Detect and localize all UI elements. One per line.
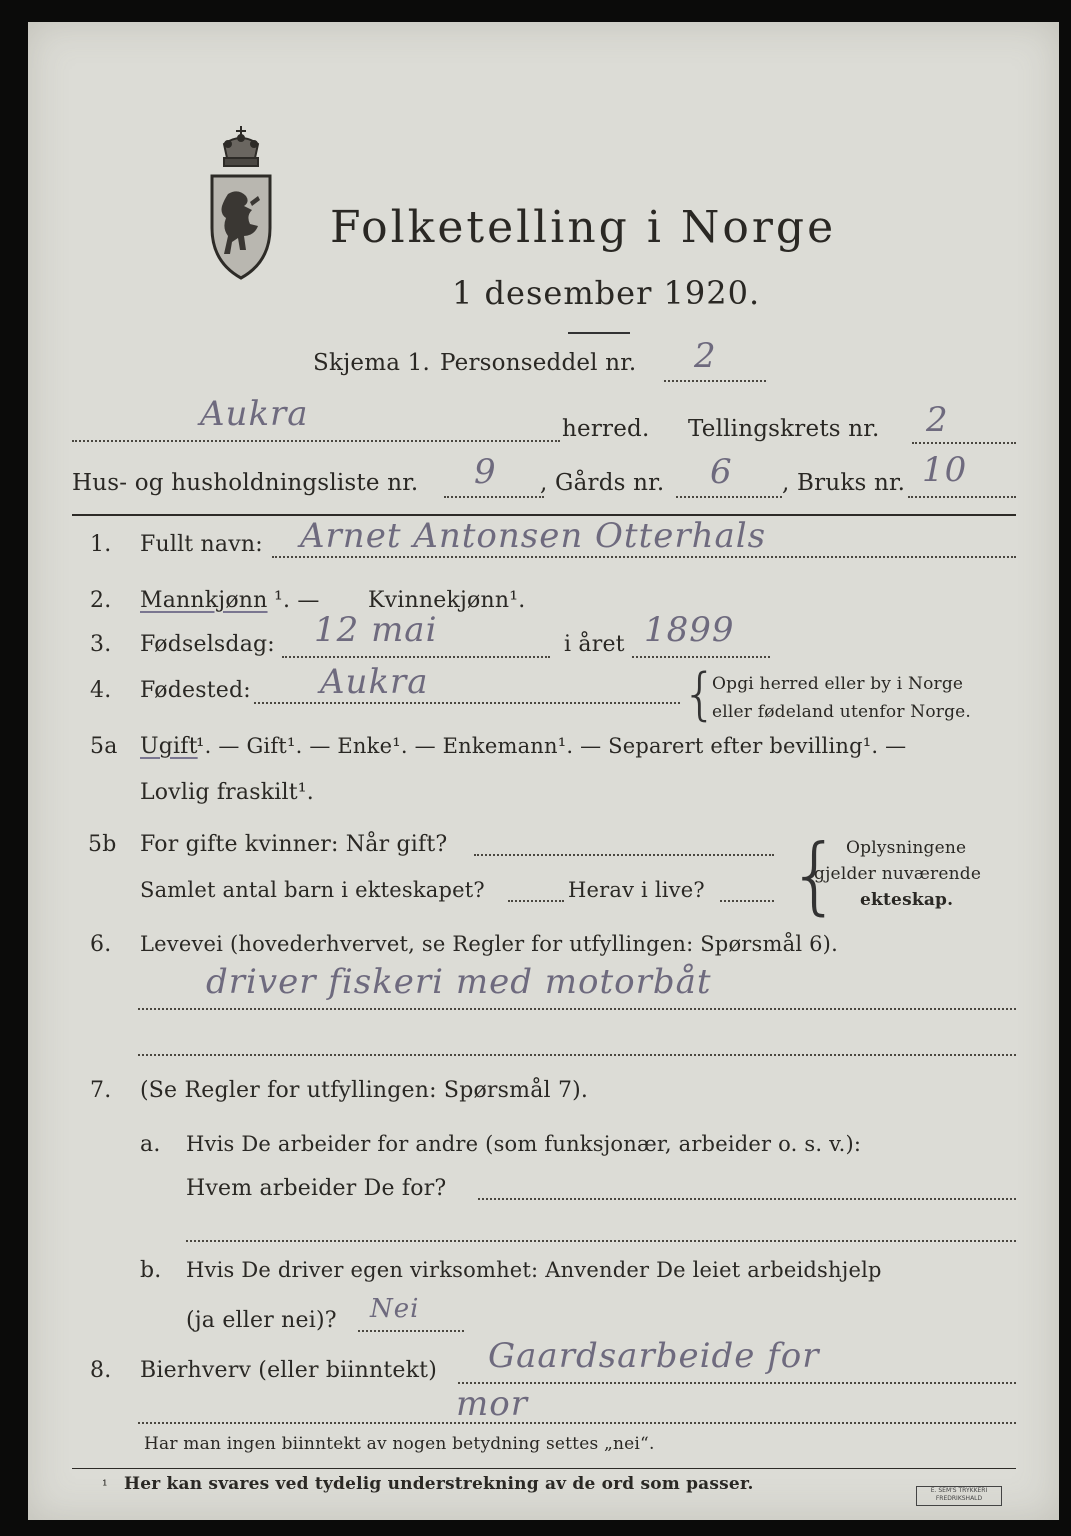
personseddel-field-line: [664, 380, 766, 382]
q4-field-line: [254, 702, 680, 704]
q6-label: Levevei (hovederhvervet, se Regler for utfyllingen: Spørsmål 6).: [140, 932, 838, 956]
bruks-value[interactable]: 10: [922, 450, 968, 490]
q7b-letter: b.: [140, 1258, 162, 1283]
q2-male-option[interactable]: Mannkjønn: [140, 588, 268, 613]
q1-full-name[interactable]: Arnet Antonsen Otterhals: [300, 516, 767, 556]
q4-birthplace[interactable]: Aukra: [320, 662, 429, 702]
q7a-letter: a.: [140, 1132, 161, 1157]
biinntekt-note: Har man ingen biinntekt av nogen betydning settes „nei“.: [144, 1434, 655, 1454]
q6-field-line-2: [138, 1054, 1016, 1056]
q2-number: 2.: [90, 588, 112, 613]
q8-answer-line2[interactable]: mor: [456, 1384, 528, 1424]
gards-field-line: [676, 496, 782, 498]
q5b-note-line1: Oplysningene: [846, 838, 967, 858]
q2-separator: ¹. —: [274, 588, 320, 613]
census-form-sheet: [28, 22, 1059, 1520]
personseddel-value[interactable]: 2: [694, 336, 717, 376]
q4-note-line1: Opgi herred eller by i Norge: [712, 674, 964, 694]
hus-field-line: [444, 496, 544, 498]
hus-label: Hus- og husholdningsliste nr.: [72, 470, 419, 496]
q7b-line1: Hvis De driver egen virksomhet: Anvender De leiet arbeidshjelp: [186, 1258, 882, 1282]
gards-value[interactable]: 6: [710, 452, 733, 492]
q5b-brace: {: [788, 826, 842, 924]
q2-female-option[interactable]: Kvinnekjønn¹.: [368, 588, 526, 613]
census-date: 1 desember 1920.: [452, 274, 761, 312]
q3-year-field-line: [632, 656, 770, 658]
q7-number: 7.: [90, 1078, 112, 1103]
herred-label: herred.: [562, 416, 650, 442]
bruks-label: , Bruks nr.: [782, 470, 906, 496]
q4-brace: {: [682, 662, 718, 727]
q3-label: Fødselsdag:: [140, 632, 275, 657]
q1-label: Fullt navn:: [140, 532, 263, 557]
q6-field-line-1: [138, 1008, 1016, 1010]
q1-number: 1.: [90, 532, 112, 557]
q5a-options: ¹. — Gift¹. — Enke¹. — Enkemann¹. — Separert efter bevilling¹. —: [196, 734, 907, 758]
q7b-field-line: [358, 1330, 464, 1332]
coat-of-arms-icon: [198, 122, 284, 282]
q8-field-line-2: [138, 1422, 1016, 1424]
q8-answer-line1[interactable]: Gaardsarbeide for: [488, 1336, 820, 1376]
q1-field-line: [272, 556, 1016, 558]
personseddel-label: Personseddel nr.: [440, 350, 637, 376]
q7a-line1: Hvis De arbeider for andre (som funksjonær, arbeider o. s. v.):: [186, 1132, 862, 1156]
q7-label: (Se Regler for utfyllingen: Spørsmål 7).: [140, 1078, 589, 1103]
tellingskrets-field-line: [912, 442, 1016, 444]
q3-birth-day[interactable]: 12 mai: [314, 610, 438, 650]
q5a-line2: Lovlig fraskilt¹.: [140, 780, 314, 805]
q5b-married-field-line: [474, 854, 774, 856]
q8-field-line-1: [458, 1382, 1016, 1384]
tellingskrets-value[interactable]: 2: [926, 400, 949, 440]
q5a-number: 5a: [90, 734, 118, 759]
hus-value[interactable]: 9: [474, 452, 497, 492]
q5b-alive-label: Herav i live?: [568, 878, 705, 902]
q5b-alive-field-line: [720, 900, 774, 902]
q3-year-label: i året: [564, 632, 625, 657]
printer-stamp: E. SEM'S TRYKKERI FREDRIKSHALD: [916, 1486, 1002, 1506]
q3-birth-year[interactable]: 1899: [644, 610, 735, 650]
form-title: Folketelling i Norge: [330, 202, 837, 253]
title-divider: [568, 332, 630, 334]
q4-note-line2: eller fødeland utenfor Norge.: [712, 702, 972, 722]
q4-label: Fødested:: [140, 678, 251, 703]
herred-field-line: [72, 440, 560, 442]
q5b-children-field-line: [508, 900, 564, 902]
q7b-answer[interactable]: Nei: [370, 1294, 420, 1324]
q7a-field-line-1: [478, 1198, 1016, 1200]
q6-number: 6.: [90, 932, 112, 957]
q5a-ugift-option[interactable]: Ugift: [140, 734, 198, 759]
gards-label: , Gårds nr.: [540, 470, 665, 496]
herred-value[interactable]: Aukra: [200, 394, 309, 434]
q5b-note-line3: ekteskap.: [860, 890, 954, 910]
q5b-children-label: Samlet antal barn i ekteskapet?: [140, 878, 485, 902]
q4-number: 4.: [90, 678, 112, 703]
q7b-line2: (ja eller nei)?: [186, 1308, 337, 1333]
q5b-line1: For gifte kvinner: Når gift?: [140, 832, 448, 857]
q3-number: 3.: [90, 632, 112, 657]
q5b-number: 5b: [88, 832, 117, 857]
tellingskrets-label: Tellingskrets nr.: [688, 416, 880, 442]
q3-day-field-line: [282, 656, 550, 658]
bruks-field-line: [908, 496, 1016, 498]
footnote-text: Her kan svares ved tydelig understrekning av de ord som passer.: [124, 1474, 754, 1494]
q8-number: 8.: [90, 1358, 112, 1383]
footer-separator: [72, 1468, 1016, 1469]
q7a-field-line-2: [186, 1240, 1016, 1242]
footnote-marker: ¹: [102, 1478, 108, 1494]
q7a-line2: Hvem arbeider De for?: [186, 1176, 447, 1201]
q6-occupation[interactable]: driver fiskeri med motorbåt: [206, 962, 712, 1002]
q8-label: Bierhverv (eller biinntekt): [140, 1358, 438, 1383]
q5b-note-line2: gjelder nuværende: [814, 864, 982, 884]
skjema-label: Skjema 1.: [313, 350, 431, 376]
